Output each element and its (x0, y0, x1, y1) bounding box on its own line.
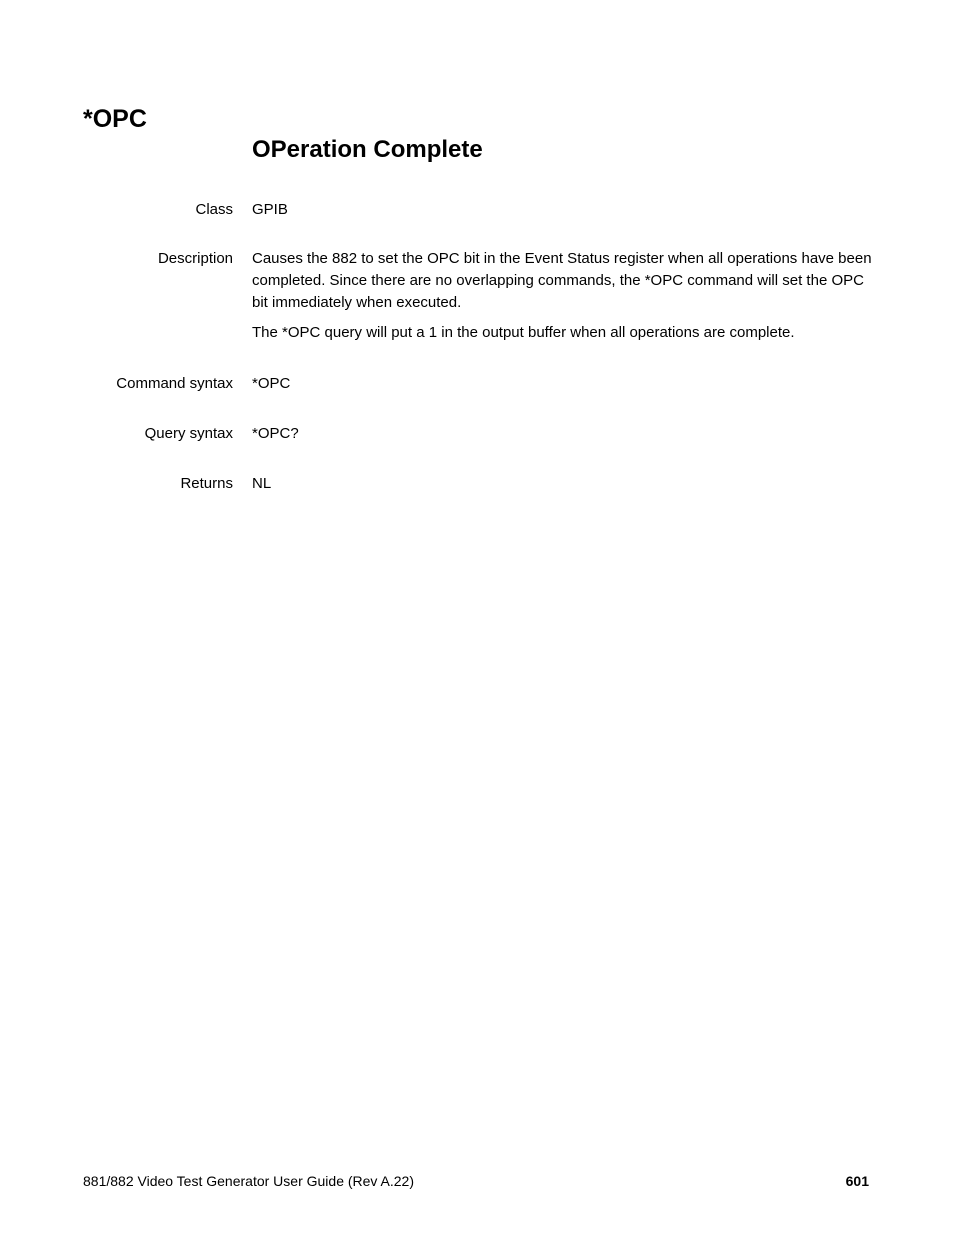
description-value (252, 248, 872, 352)
class-value: GPIB (252, 201, 288, 218)
command-syntax-value: *OPC (252, 375, 291, 392)
query-syntax-label: Query syntax (144, 425, 233, 442)
footer-page-number: 601 (845, 1173, 869, 1189)
command-syntax-label: Command syntax (116, 375, 233, 392)
description-paragraph: Causes the 882 to set the OPC bit in the Event Status register when all operations have been completed. Since there are no overlapping commands, the *OPC command will set the OPC bit immediately when executed. (252, 250, 872, 311)
returns-label: Returns (180, 475, 233, 492)
command-name: *OPC (83, 105, 147, 133)
description-label: Description (157, 250, 233, 267)
description-paragraph: The *OPC query will put a 1 in the output buffer when all operations are complete. (252, 324, 795, 341)
returns-value: NL (252, 475, 272, 492)
command-title: OPeration Complete (252, 136, 483, 163)
query-syntax-value: *OPC? (252, 425, 299, 442)
class-label: Class (195, 201, 233, 218)
footer-guide-title: 881/882 Video Test Generator User Guide (Rev A.22) (83, 1173, 415, 1189)
